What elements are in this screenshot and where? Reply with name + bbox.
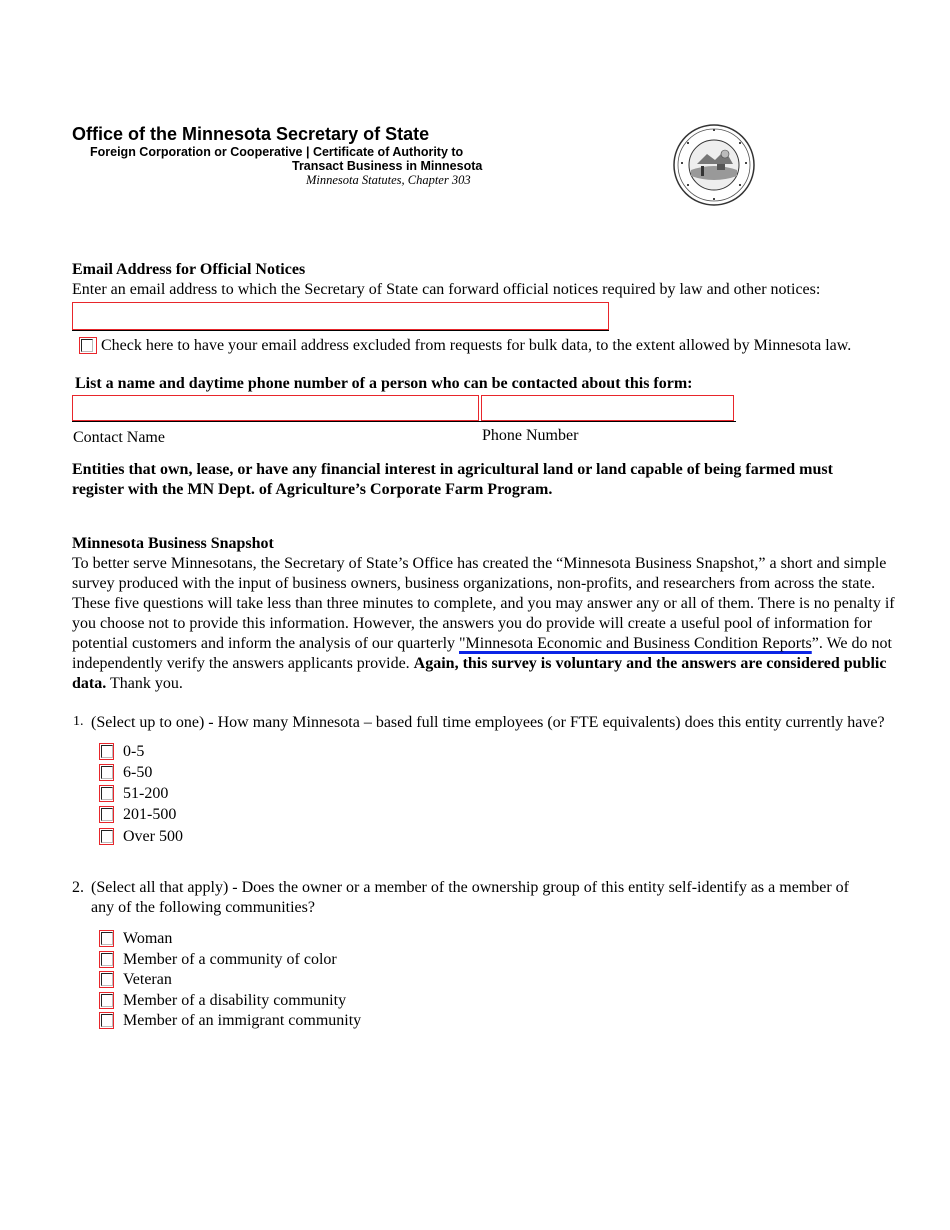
q2-option-checkbox[interactable] xyxy=(99,951,114,968)
q2-option-label: Veteran xyxy=(123,971,172,988)
q1-option-checkbox[interactable] xyxy=(99,806,114,823)
contact-section-heading: List a name and daytime phone number of a person who can be contacted about this form: xyxy=(75,375,693,392)
statute-reference: Minnesota Statutes, Chapter 303 xyxy=(306,173,471,187)
snapshot-text-line5 xyxy=(72,634,892,654)
snapshot-text-line6 xyxy=(72,654,886,674)
question1-number: 1. xyxy=(73,714,84,729)
question2-number: 2. xyxy=(72,879,84,896)
email-section-heading: Email Address for Official Notices xyxy=(72,261,306,278)
email-instruction: Enter an email address to which the Secretary of State can forward official notices required by law and other notices: xyxy=(72,281,821,298)
q1-option-label: 51-200 xyxy=(123,785,169,802)
minnesota-state-seal-icon xyxy=(671,124,757,206)
form-subtitle-line1: Foreign Corporation or Cooperative | Certificate of Authority to xyxy=(90,145,464,159)
email-field-underline xyxy=(72,330,609,331)
snapshot-text-line7 xyxy=(72,674,183,694)
q1-option-label: 6-50 xyxy=(123,764,153,781)
contact-name-label: Contact Name xyxy=(73,429,165,446)
snapshot-text-line6-start: independently verify the answers applicants provide. xyxy=(72,655,414,672)
contact-fields-underline xyxy=(72,421,736,422)
bulk-data-exclusion-checkbox[interactable] xyxy=(79,337,97,354)
question2-text-line2: any of the following communities? xyxy=(91,899,315,916)
q1-option-checkbox[interactable] xyxy=(99,785,114,802)
q1-option-label: 201-500 xyxy=(123,806,177,823)
contact-name-field[interactable] xyxy=(72,395,479,421)
phone-number-label: Phone Number xyxy=(482,427,579,444)
q1-option-checkbox[interactable] xyxy=(99,828,114,845)
snapshot-text-line5-start: potential customers and inform the analysis of our quarterly xyxy=(72,635,460,652)
email-field[interactable] xyxy=(72,302,609,330)
page-title: Office of the Minnesota Secretary of State xyxy=(72,124,430,144)
q2-option-label: Member of a disability community xyxy=(123,992,347,1009)
snapshot-thank-you: Thank you. xyxy=(106,675,183,692)
q2-option-label: Member of an immigrant community xyxy=(123,1012,362,1029)
snapshot-text-line5-end: ”. We do not xyxy=(811,635,892,652)
bulk-data-exclusion-label: Check here to have your email address excluded from requests for bulk data, to the extent allowed by Minnesota law. xyxy=(101,337,852,354)
q2-option-label: Woman xyxy=(123,930,173,947)
q1-option-label: Over 500 xyxy=(123,828,183,845)
q1-option-label: 0-5 xyxy=(123,743,145,760)
snapshot-text-line1: To better serve Minnesotans, the Secretary of State’s Office has created the “Minnesota Business Snapshot,” a short and simple xyxy=(72,555,887,572)
economic-reports-link[interactable]: "Minnesota Economic and Business Condition Reports xyxy=(459,635,812,652)
snapshot-voluntary-notice: Again, this survey is voluntary and the answers are considered public xyxy=(413,655,887,672)
q2-option-label: Member of a community of color xyxy=(123,951,337,968)
phone-number-field[interactable] xyxy=(481,395,734,421)
q2-option-checkbox[interactable] xyxy=(99,992,114,1009)
form-subtitle-line2: Transact Business in Minnesota xyxy=(292,159,483,173)
agriculture-notice-line1: Entities that own, lease, or have any financial interest in agricultural land or land capable of being farmed must xyxy=(72,461,833,478)
q2-option-checkbox[interactable] xyxy=(99,971,114,988)
q1-option-checkbox[interactable] xyxy=(99,743,114,760)
snapshot-text-line4: you choose not to provide this information. However, the answers you do provide will create a useful pool of information for xyxy=(72,615,873,632)
q2-option-checkbox[interactable] xyxy=(99,930,114,947)
q2-option-checkbox[interactable] xyxy=(99,1012,114,1029)
snapshot-text-line2: survey produced with the input of business owners, business organizations, non-profits, and researchers from across the state. xyxy=(72,575,876,592)
question1-text: (Select up to one) - How many Minnesota – based full time employees (or FTE equivalents) does this entity currently have? xyxy=(91,714,885,731)
snapshot-text-line3: These five questions will take less than three minutes to complete, and you may answer any or all of them. There is no penalty if xyxy=(72,595,895,612)
q1-option-checkbox[interactable] xyxy=(99,764,114,781)
snapshot-public-data: data. xyxy=(72,675,107,692)
agriculture-notice-line2: register with the MN Dept. of Agriculture’s Corporate Farm Program. xyxy=(72,481,553,498)
question2-text-line1: (Select all that apply) - Does the owner or a member of the ownership group of this entity self-identify as a member of xyxy=(91,879,849,896)
snapshot-heading: Minnesota Business Snapshot xyxy=(72,535,274,552)
